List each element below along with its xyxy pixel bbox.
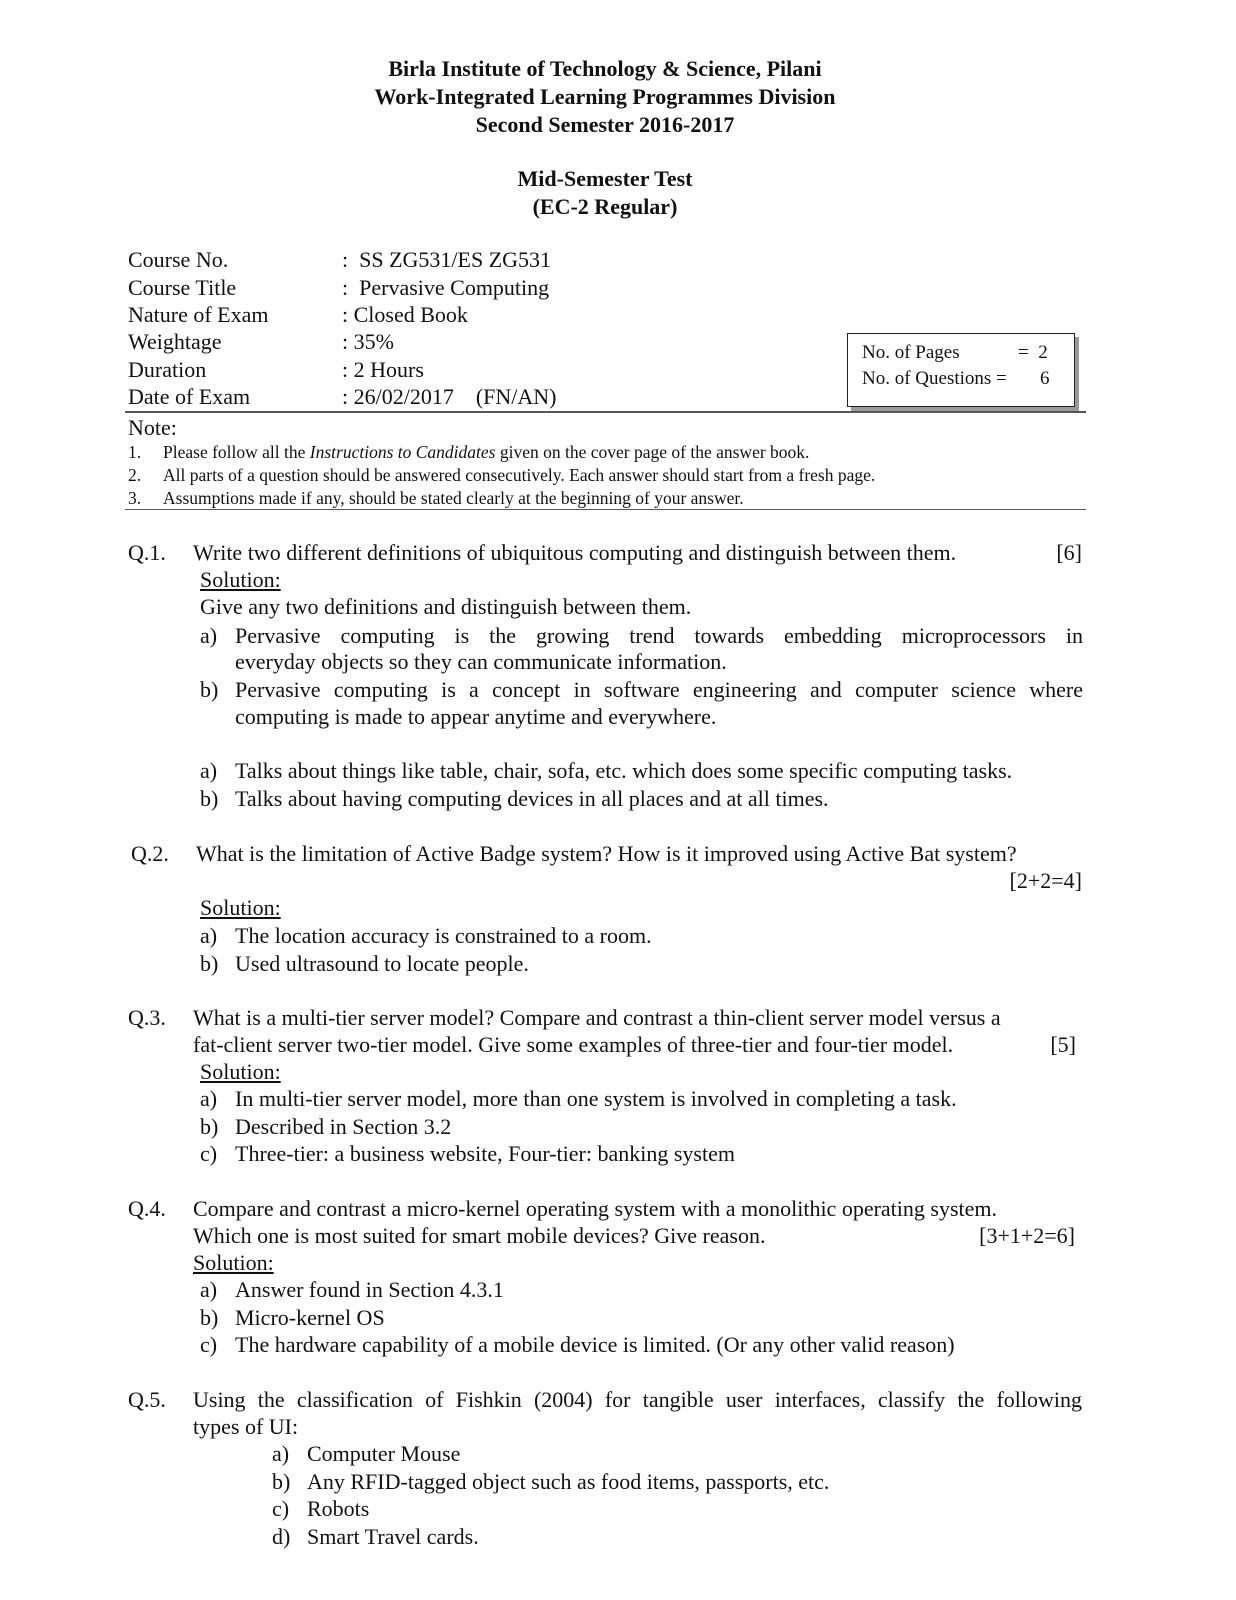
- solution-text: Give any two definitions and distinguish between them.: [200, 594, 692, 619]
- list-marker: c): [200, 1332, 218, 1357]
- option-text: Smart Travel cards.: [307, 1524, 479, 1549]
- note-item: [163, 441, 809, 463]
- option-text: Robots: [307, 1496, 370, 1521]
- info-value: : 2 Hours: [342, 357, 424, 382]
- question-text: fat-client server two-tier model. Give some examples of three-tier and four-tier model.: [193, 1032, 954, 1057]
- test-subtitle: (EC-2 Regular): [532, 194, 678, 219]
- question-number: Q.3.: [128, 1005, 166, 1030]
- info-label: Course No.: [128, 247, 229, 272]
- institute-name: Birla Institute of Technology & Science, Pilani: [388, 56, 822, 81]
- answer-text: Micro-kernel OS: [235, 1305, 385, 1330]
- answer-text: The hardware capability of a mobile device is limited. (Or any other valid reason): [235, 1332, 955, 1357]
- list-marker: b): [200, 677, 219, 702]
- pages-label: No. of Pages: [862, 342, 960, 363]
- list-marker: a): [200, 1086, 218, 1111]
- question-marks: [5]: [1050, 1032, 1076, 1057]
- list-marker: b): [200, 1114, 219, 1139]
- list-marker: c): [200, 1141, 218, 1166]
- list-marker: b): [200, 786, 219, 811]
- divider: [125, 411, 1086, 413]
- list-marker: b): [272, 1469, 291, 1494]
- info-label: Course Title: [128, 275, 237, 300]
- answer-text: Used ultrasound to locate people.: [235, 951, 529, 976]
- solution-label: Solution:: [200, 895, 281, 920]
- info-value: : Closed Book: [342, 302, 468, 327]
- pages-questions-box: [847, 333, 1075, 407]
- question-marks: [2+2=4]: [1009, 868, 1082, 893]
- answer-text: The location accuracy is constrained to a room.: [235, 923, 652, 948]
- solution-label: Solution:: [193, 1250, 274, 1275]
- info-label: Date of Exam: [128, 384, 251, 409]
- note-title: Note:: [128, 415, 177, 440]
- solution-label: Solution:: [200, 567, 281, 592]
- division-name: Work-Integrated Learning Programmes Division: [374, 84, 836, 109]
- info-value: : 26/02/2017 (FN/AN): [342, 384, 557, 409]
- question-text: What is the limitation of Active Badge system? How is it improved using Active Bat system?: [196, 841, 1017, 866]
- list-marker: b): [200, 951, 219, 976]
- note-emphasis: Instructions to Candidates: [309, 442, 496, 462]
- answer-text: Pervasive computing is a concept in software engineering and computer science where: [235, 677, 1083, 702]
- question-text: Using the classification of Fishkin (2004) for tangible user interfaces, classify the following: [193, 1387, 1082, 1412]
- answer-text: In multi-tier server model, more than one system is involved in completing a task.: [235, 1086, 957, 1111]
- note-number: 2.: [128, 465, 142, 485]
- divider: [125, 509, 1086, 510]
- answer-text: Answer found in Section 4.3.1: [235, 1277, 504, 1302]
- questions-value: 6: [1040, 368, 1050, 389]
- info-value: : Pervasive Computing: [342, 275, 550, 300]
- answer-text: everyday objects so they can communicate information.: [235, 649, 727, 674]
- answer-text: Described in Section 3.2: [235, 1114, 452, 1139]
- option-text: Computer Mouse: [307, 1441, 461, 1466]
- note-number: 1.: [128, 442, 142, 462]
- info-value: : 35%: [342, 329, 394, 354]
- question-marks: [3+1+2=6]: [979, 1223, 1075, 1248]
- info-label: Weightage: [128, 329, 222, 354]
- question-number: Q.2.: [131, 841, 169, 866]
- question-text: Compare and contrast a micro-kernel operating system with a monolithic operating system.: [193, 1196, 998, 1221]
- list-marker: c): [272, 1496, 290, 1521]
- info-value: : SS ZG531/ES ZG531: [342, 247, 552, 272]
- answer-text: Three-tier: a business website, Four-tier: banking system: [235, 1141, 735, 1166]
- list-marker: a): [272, 1441, 290, 1466]
- answer-text: Talks about having computing devices in all places and at all times.: [235, 786, 829, 811]
- question-text: Which one is most suited for smart mobile devices? Give reason.: [193, 1223, 766, 1248]
- option-text: Any RFID-tagged object such as food items, passports, etc.: [307, 1469, 830, 1494]
- note-item: All parts of a question should be answered consecutively. Each answer should start from a fresh page.: [163, 465, 876, 485]
- question-number: Q.1.: [128, 540, 166, 565]
- question-text: Write two different definitions of ubiquitous computing and distinguish between them.: [193, 540, 957, 565]
- semester: Second Semester 2016-2017: [475, 112, 735, 137]
- question-number: Q.5.: [128, 1387, 166, 1412]
- question-number: Q.4.: [128, 1196, 166, 1221]
- solution-label: Solution:: [200, 1059, 281, 1084]
- note-text: Please follow all the: [163, 442, 310, 462]
- pages-value: = 2: [1018, 342, 1048, 363]
- note-text: given on the cover page of the answer book.: [495, 442, 810, 462]
- list-marker: b): [200, 1305, 219, 1330]
- list-marker: a): [200, 923, 218, 948]
- questions-label: No. of Questions =: [862, 368, 1007, 389]
- test-title: Mid-Semester Test: [517, 166, 693, 191]
- answer-text: Talks about things like table, chair, sofa, etc. which does some specific computing tasks.: [235, 758, 1013, 783]
- info-label: Nature of Exam: [128, 302, 269, 327]
- list-marker: a): [200, 758, 218, 783]
- list-marker: a): [200, 623, 218, 648]
- list-marker: d): [272, 1524, 291, 1549]
- note-item: Assumptions made if any, should be stated clearly at the beginning of your answer.: [163, 488, 744, 508]
- question-text: What is a multi-tier server model? Compare and contrast a thin-client server model versus a: [193, 1005, 1001, 1030]
- list-marker: a): [200, 1277, 218, 1302]
- note-number: 3.: [128, 488, 142, 508]
- question-text: types of UI:: [193, 1414, 299, 1439]
- answer-text: Pervasive computing is the growing trend towards embedding microprocessors in: [235, 623, 1083, 648]
- info-label: Duration: [128, 357, 207, 382]
- question-marks: [6]: [1056, 540, 1082, 565]
- answer-text: computing is made to appear anytime and everywhere.: [235, 704, 717, 729]
